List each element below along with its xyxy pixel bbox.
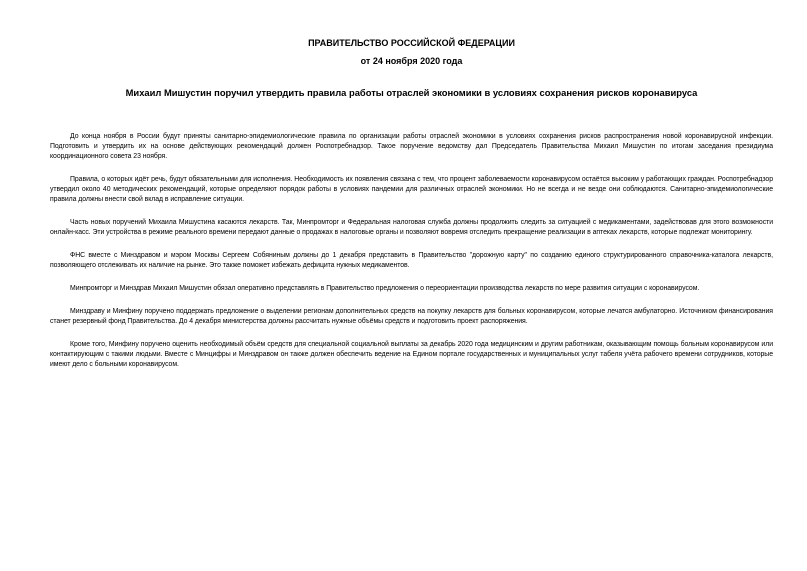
headline: Михаил Мишустин поручил утвердить правила работы отраслей экономики в условиях сохранения рисков коронавируса: [125, 87, 698, 98]
paragraph-4: ФНС вместе с Минздравом и мэром Москвы Сергеем Собяниным должны до 1 декабря представить в Правительство "дорожную карту" по созданию единого структурированного справочника-каталога лекарств, позволяющего отслеживать их наличие на рынке. Это также поможет избежать дефицита нужных медикаментов.: [50, 252, 773, 269]
organization-title: ПРАВИТЕЛЬСТВО РОССИЙСКОЙ ФЕДЕРАЦИИ: [308, 38, 515, 48]
paragraph-6: Минздраву и Минфину поручено поддержать предложение о выделении регионам дополнительных средств на покупку лекарств для больных коронавирусом, которые лечатся амбулаторно. Источником финансирования станет резервный фонд Правительства. До 4 декабря министерства должны рассчитать нужные объёмы средств и подготовить проект распоряжения.: [50, 308, 773, 325]
document-date: от 24 ноября 2020 года: [360, 56, 463, 66]
document-body: [50, 132, 773, 370]
paragraph-1: До конца ноября в России будут приняты санитарно-эпидемиологические правила по организации работы отраслей экономики в условиях сохранения рисков распространения новой коронавирусной инфекции. Подготовить и утвердить их на основе действующих рекомендаций должен Роспотребнадзор. Такое поручение ведомству дал Председатель Правительства Михаил Мишустин по итогам заседания президиума координационного совета 23 ноября.: [50, 133, 773, 160]
paragraph-3: Часть новых поручений Михаила Мишустина касаются лекарств. Так, Минпромторг и Федеральная налоговая служба должны продолжить следить за ситуацией с медикаментами, задействовав для этого возможности онлайн-касс. Эти устройства в режиме реального времени передают данные о продажах в налоговые органы и позволяют вовремя отследить прекращение реализации в аптеках лекарств, которые подлежат мониторингу.: [50, 219, 773, 236]
paragraph-5: Минпромторг и Минздрав Михаил Мишустин обязал оперативно представлять в Правительство предложения о переориентации производства лекарств по мере развития ситуации с коронавирусом.: [70, 285, 700, 292]
paragraph-2: Правила, о которых идёт речь, будут обязательными для исполнения. Необходимость их появления связана с тем, что процент заболеваемости коронавирусом остаётся высоким у работающих граждан. Роспотребнадзор утвердил около 40 методических рекомендаций, которые определяют порядок работы в условиях пандемии для различных отраслей экономики. Но не всегда и не везде они соблюдаются. Санитарно-эпидемиологические правила должны внести свой вклад в исправление ситуации.: [50, 176, 773, 203]
paragraph-7: Кроме того, Минфину поручено оценить необходимый объём средств для специальной социальной выплаты за декабрь 2020 года медицинским и другим работникам, оказывающим помощь больным коронавирусом или контактирующим с такими людьми. Вместе с Минцифры и Минздравом он также должен обеспечить ведение на Едином портале государственных и муниципальных услуг табеля учёта рабочего времени сотрудников, которые имеют дело с больными коронавирусом.: [50, 341, 773, 368]
document-page: [50, 0, 773, 571]
